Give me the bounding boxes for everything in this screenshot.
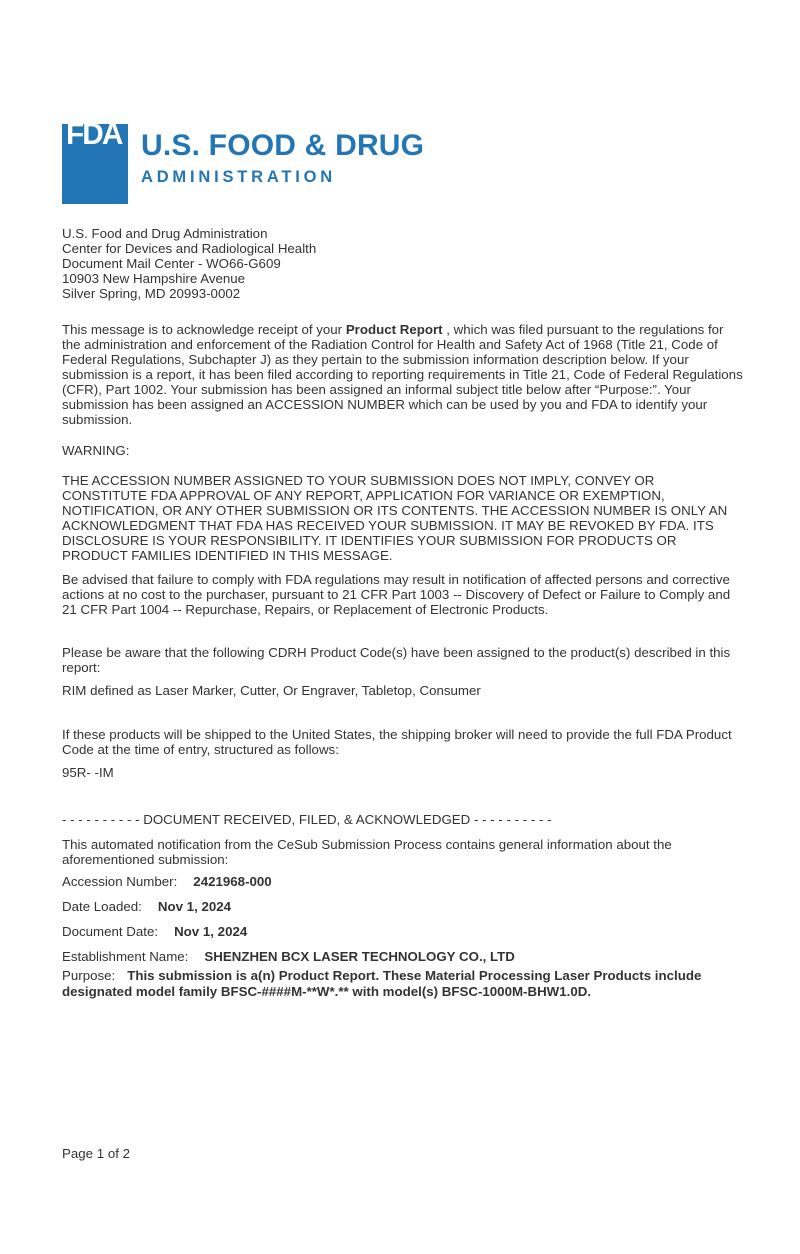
- agency-title: [141, 124, 424, 185]
- field-label: Accession Number:: [62, 874, 178, 889]
- cdrh-product-code-intro: Please be aware that the following CDRH Product Code(s) have been assigned to the product(s) described in this report:: [62, 645, 731, 675]
- address-line: 10903 New Hampshire Avenue: [62, 271, 246, 286]
- address-line: Document Mail Center - WO66-G609: [62, 256, 281, 271]
- document-page: [0, 116, 800, 1254]
- field-date-loaded: [62, 899, 745, 914]
- field-value: SHENZHEN BCX LASER TECHNOLOGY CO., LTD: [204, 949, 515, 964]
- fda-logo-acronym: FDA: [66, 116, 122, 151]
- fda-product-code: 95R- -IM: [62, 765, 114, 780]
- page-indicator: Page 1 of 2: [62, 1146, 131, 1161]
- field-label: Establishment Name:: [62, 949, 189, 964]
- address-line: Silver Spring, MD 20993-0002: [62, 286, 241, 301]
- purpose-paragraph: [62, 968, 745, 1000]
- acknowledgment-text-suffix: , which was filed pursuant to the regulations for the administration and enforcement of the Radiation Control for Health and Safety Act of 1968 (Title 21, Code of Federal Regulations, Subchapter J) as they pertain to the submission information description below. If your submission is a report, it has been filed according to reporting requirements in Title 21, Code of Federal Regulations (CFR), Part 1002. Your submission has been assigned an informal subject title below after “Purpose:”. Your submission has been assigned an ACCESSION NUMBER which can be used by you and FDA to identify your submission.: [62, 322, 743, 427]
- report-type: Product Report: [345, 322, 443, 337]
- submission-fields: [62, 874, 745, 964]
- address-line: U.S. Food and Drug Administration: [62, 226, 268, 241]
- document-received-divider: - - - - - - - - - - DOCUMENT RECEIVED, FILED, & ACKNOWLEDGED - - - - - - - - - -: [62, 812, 552, 827]
- warning-label: WARNING:: [62, 443, 130, 458]
- field-establishment-name: [62, 949, 745, 964]
- field-value: Nov 1, 2024: [174, 924, 248, 939]
- shipping-broker-paragraph: If these products will be shipped to the United States, the shipping broker will need to provide the full FDA Product Code at the time of entry, structured as follows:: [62, 727, 732, 757]
- address-line: Center for Devices and Radiological Health: [62, 241, 317, 256]
- fda-logo-icon: [62, 116, 128, 204]
- fda-letterhead: [62, 116, 745, 204]
- field-value: 2421968-000: [193, 874, 272, 889]
- compliance-advisory-paragraph: Be advised that failure to comply with FDA regulations may result in notification of affected persons and corrective actions at no cost to the purchaser, pursuant to 21 CFR Part 1003 -- Discovery of Defect or Failure to Comply and 21 CFR Part 1004 -- Repurchase, Repairs, or Replacement of Electronic Products.: [62, 572, 731, 617]
- acknowledgment-text-prefix: This message is to acknowledge receipt of your: [62, 322, 346, 337]
- field-document-date: [62, 924, 745, 939]
- field-label: Date Loaded:: [62, 899, 142, 914]
- agency-title-line1: U.S. FOOD & DRUG: [141, 129, 425, 162]
- field-label: Document Date:: [62, 924, 159, 939]
- automated-notification-paragraph: This automated notification from the CeSub Submission Process contains general information about the aforementioned submission:: [62, 837, 672, 867]
- field-value: Nov 1, 2024: [157, 899, 232, 914]
- acknowledgment-paragraph: [62, 322, 745, 427]
- purpose-label: Purpose:: [62, 968, 116, 983]
- warning-paragraph: THE ACCESSION NUMBER ASSIGNED TO YOUR SUBMISSION DOES NOT IMPLY, CONVEY OR CONSTITUTE FDA APPROVAL OF ANY REPORT, APPLICATION FOR VARIANCE OR EXEMPTION, NOTIFICATION, OR ANY OTHER SUBMISSION OR ITS CONTENTS. THE ACCESSION NUMBER IS ONLY AN ACKNOWLEDGMENT THAT FDA HAS RECEIVED YOUR SUBMISSION. IT MAY BE REVOKED BY FDA. ITS DISCLOSURE IS YOUR RESPONSIBILITY. IT IDENTIFIES YOUR SUBMISSION FOR PRODUCTS OR PRODUCT FAMILIES IDENTIFIED IN THIS MESSAGE.: [62, 473, 728, 563]
- agency-title-line2: ADMINISTRATION: [141, 168, 336, 186]
- field-accession-number: [62, 874, 745, 889]
- product-code-definition: RIM defined as Laser Marker, Cutter, Or Engraver, Tabletop, Consumer: [62, 683, 481, 698]
- purpose-value: This submission is a(n) Product Report. These Material Processing Laser Products include designated model family BFSC-####M-**W*.** with model(s) BFSC-1000M-BHW1.0D.: [62, 968, 702, 999]
- sender-address-block: [62, 226, 745, 301]
